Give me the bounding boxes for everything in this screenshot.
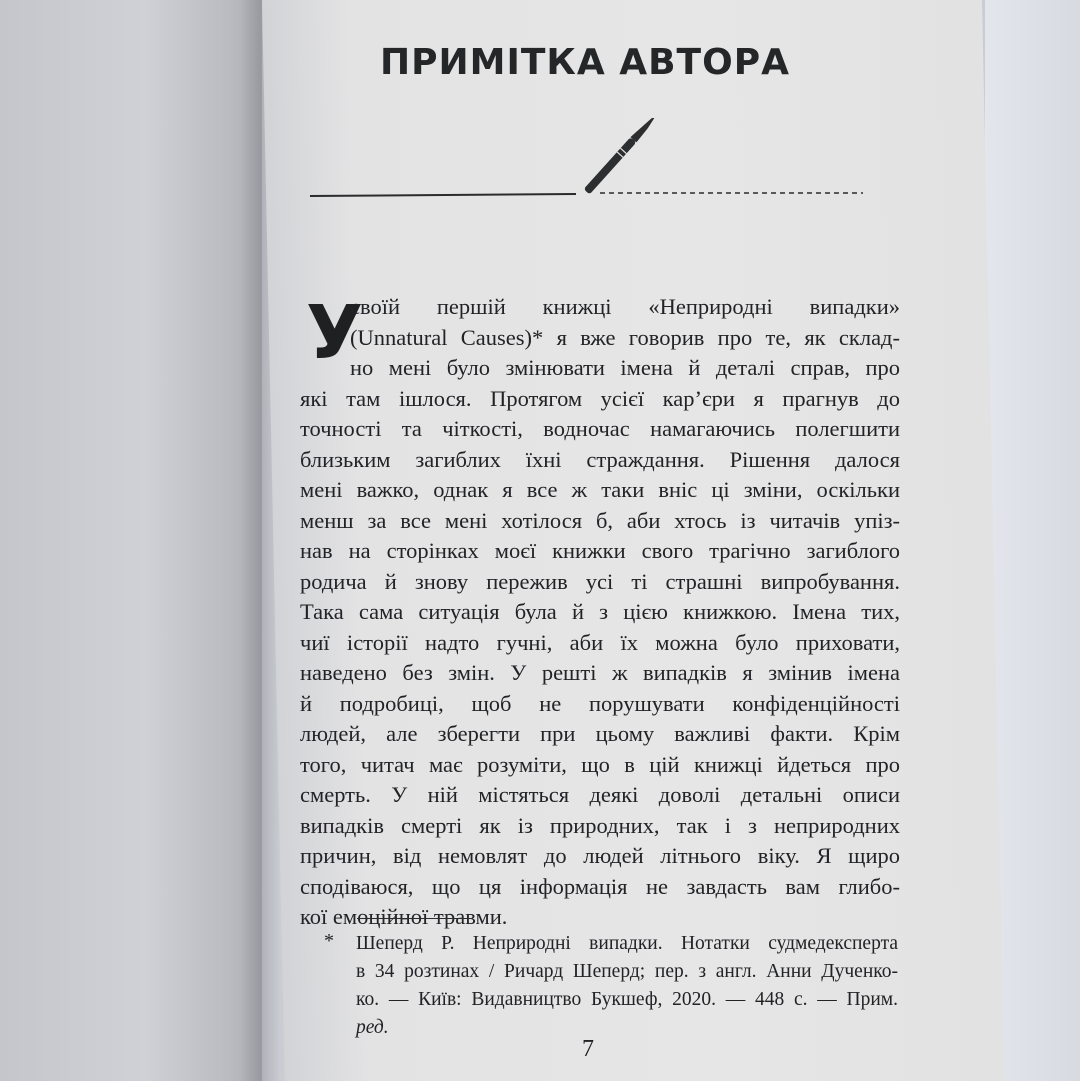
- text-line: своїй першій книжці «Неприродні випадки»: [350, 294, 900, 319]
- text-line: причин, від немовлят до людей літнього віку. Я щиро: [300, 843, 900, 868]
- text-line: точності та чіткості, водночас намагаючись полегшити: [300, 416, 900, 441]
- text-line: наведено без змін. У решті ж випадків я змінив імена: [300, 660, 900, 685]
- scalpel-divider-icon: [308, 118, 868, 208]
- footnote: [356, 930, 898, 1042]
- footnote-line: в 34 розтинах / Ричард Шеперд; пер. з англ. Анни Дученко-: [356, 961, 898, 982]
- footnote-line: ко. — Київ: Видавництво Букшеф, 2020. — 448 с. — Прим.: [356, 989, 898, 1010]
- body-text: [300, 292, 900, 933]
- text-line: випадків смерті як із природних, так і з неприродних: [300, 812, 900, 838]
- text-line: нав на сторінках моєї книжки свого трагічно загиблого: [300, 538, 900, 563]
- text-line: які там ішлося. Протягом усієї кар’єри я прагнув до: [300, 385, 900, 411]
- text-line: кої емоційної травми.: [300, 904, 508, 929]
- drop-cap: У: [306, 290, 364, 376]
- text-line: чиї історії надто гучні, аби їх можна було приховати,: [300, 629, 900, 655]
- text-line: родича й знову пережив усі ті страшні випробування.: [300, 568, 900, 594]
- text-line: менш за все мені хотілося б, аби хтось із читачів упіз-: [300, 507, 900, 533]
- scalpel-icon: [584, 118, 661, 194]
- left-page: [0, 0, 262, 1081]
- text-line: Така сама ситуація була й з цією книжкою. Імена тих,: [300, 599, 900, 624]
- footnote-rule: [357, 918, 473, 919]
- footnote-line: ред.: [356, 1017, 389, 1038]
- text-line: сподіваюся, що ця інформація не завдасть вам глибо-: [300, 873, 900, 899]
- text-line: й подробиці, щоб не порушувати конфіденційності: [300, 690, 900, 716]
- text-line: мені важко, однак я все ж таки вніс ці зміни, оскільки: [300, 477, 900, 502]
- text-line: смерть. У ній містяться деякі доволі детальні описи: [300, 782, 900, 807]
- text-line: людей, але зберегти при цьому важливі факти. Крім: [300, 721, 900, 746]
- text-line: близьким загиблих їхні страждання. Рішення далося: [300, 446, 900, 472]
- footnote-line: Шеперд Р. Неприродні випадки. Нотатки судмедексперта: [356, 933, 898, 954]
- footnote-marker: *: [324, 930, 334, 952]
- text-line: (Unnatural Causes)* я вже говорив про те, як склад-: [350, 324, 900, 350]
- text-line: того, читач має розуміти, що в цій книжці йдеться про: [300, 751, 900, 777]
- chapter-heading: ПРИМІТКА АВТОРА: [380, 42, 790, 83]
- page-number: 7: [582, 1036, 594, 1062]
- text-line: но мені було змінювати імена й деталі справ, про: [350, 355, 900, 380]
